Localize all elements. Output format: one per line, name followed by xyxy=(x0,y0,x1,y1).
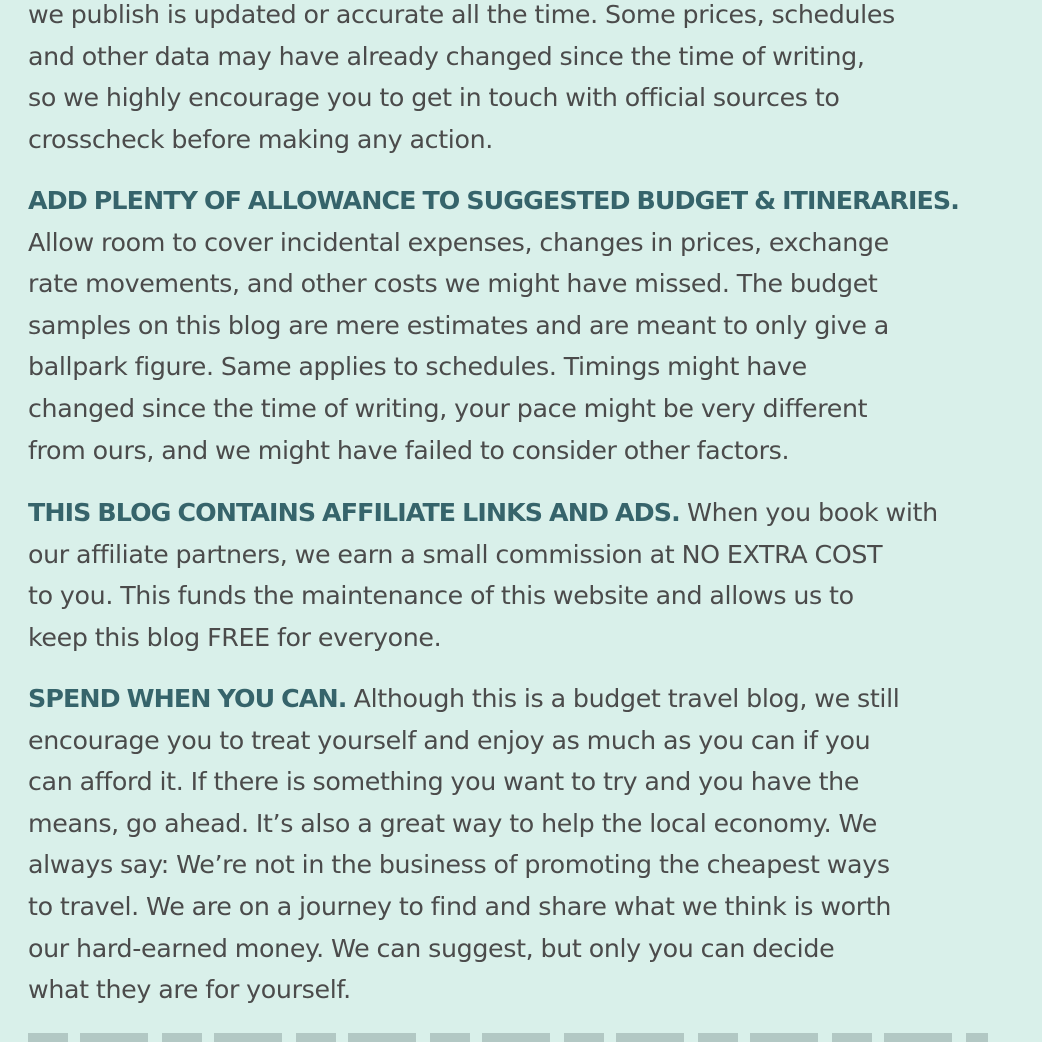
paragraph-first-line xyxy=(28,492,938,534)
paragraph-line: our hard-earned money. We can suggest, but only you can decide xyxy=(28,933,835,963)
spend-paragraph xyxy=(28,678,899,1011)
paragraph-text: Although this is a budget travel blog, we still xyxy=(346,684,900,713)
paragraph-line: encourage you to treat yourself and enjoy as much as you can if you xyxy=(28,725,871,755)
allowance-paragraph xyxy=(28,180,959,471)
paragraph-line: what they are for yourself. xyxy=(28,975,351,1005)
paragraph-line: crosscheck before making any action. xyxy=(28,124,493,154)
paragraph-line: always say: We’re not in the business of promoting the cheapest ways xyxy=(28,850,890,880)
paragraph-line: and other data may have already changed since the time of writing, xyxy=(28,41,865,71)
affiliate-paragraph xyxy=(28,492,938,658)
paragraph-line: samples on this blog are mere estimates and are meant to only give a xyxy=(28,310,889,340)
spend-heading: SPEND WHEN YOU CAN. xyxy=(28,684,347,713)
intro-paragraph xyxy=(28,0,895,160)
paragraph-line: from ours, and we might have failed to consider other factors. xyxy=(28,435,790,465)
paragraph-line: our affiliate partners, we earn a small commission at NO EXTRA COST xyxy=(28,539,883,569)
paragraph-line: rate movements, and other costs we might have missed. The budget xyxy=(28,269,878,299)
paragraph-first-line xyxy=(28,678,899,720)
paragraph-line: Allow room to cover incidental expenses, changes in prices, exchange xyxy=(28,227,889,257)
paragraph-line: changed since the time of writing, your pace might be very different xyxy=(28,393,868,423)
paragraph-text: When you book with xyxy=(679,498,938,527)
paragraph-line: means, go ahead. It’s also a great way to help the local economy. We xyxy=(28,808,877,838)
paragraph-line: to travel. We are on a journey to find and share what we think is worth xyxy=(28,891,892,921)
affiliate-heading: THIS BLOG CONTAINS AFFILIATE LINKS AND ADS. xyxy=(28,498,680,527)
cut-off-next-paragraph xyxy=(28,1030,988,1042)
paragraph-line: keep this blog FREE for everyone. xyxy=(28,622,442,652)
cut-off-text-fragment xyxy=(28,1033,988,1042)
paragraph-line: so we highly encourage you to get in touch with official sources to xyxy=(28,83,840,113)
paragraph-line: to you. This funds the maintenance of this website and allows us to xyxy=(28,581,854,611)
paragraph-line: can afford it. If there is something you want to try and you have the xyxy=(28,767,860,797)
paragraph-line: ballpark figure. Same applies to schedules. Timings might have xyxy=(28,352,807,382)
allowance-heading: ADD PLENTY OF ALLOWANCE TO SUGGESTED BUDGET & ITINERARIES. xyxy=(28,186,959,215)
paragraph-line: we publish is updated or accurate all the time. Some prices, schedules xyxy=(28,0,895,29)
